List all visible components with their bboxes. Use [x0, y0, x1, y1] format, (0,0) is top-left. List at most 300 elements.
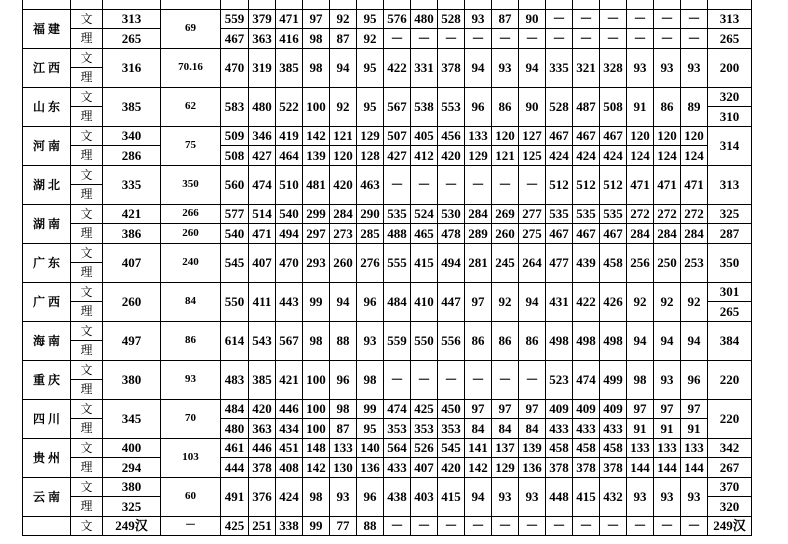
score-cell: 98 — [357, 360, 384, 399]
score-cell: 535 — [573, 204, 600, 224]
subject-type-cell: 文 — [71, 243, 103, 263]
score-cell: 281 — [465, 243, 492, 282]
score-cell — [465, 0, 492, 9]
score-cell: 84 — [161, 282, 221, 321]
score-cell: 467 — [600, 126, 627, 146]
score-cell: 419 — [276, 126, 303, 146]
score-cell: 320 — [708, 497, 752, 517]
score-cell: 407 — [411, 458, 438, 478]
score-cell: 86 — [492, 321, 519, 360]
score-cell: － — [438, 516, 465, 536]
score-cell: 530 — [438, 204, 465, 224]
score-cell: 425 — [221, 516, 249, 536]
score-cell: 478 — [438, 224, 465, 244]
score-cell: 90 — [519, 9, 546, 29]
province-cell: 海 南 — [23, 321, 71, 360]
score-cell: 84 — [465, 419, 492, 439]
score-cell: 425 — [411, 399, 438, 419]
score-cell: 483 — [221, 360, 249, 399]
score-cell: 512 — [573, 165, 600, 204]
score-cell — [681, 0, 708, 9]
score-cell: 60 — [161, 477, 221, 516]
score-cell: 97 — [681, 399, 708, 419]
score-cell: 249汉 — [708, 516, 752, 536]
score-cell: 507 — [384, 126, 411, 146]
score-cell: － — [465, 360, 492, 399]
score-cell: 95 — [357, 87, 384, 126]
score-cell: 471 — [249, 224, 276, 244]
score-cell: 100 — [303, 419, 330, 439]
score-cell: 98 — [303, 48, 330, 87]
score-cell: 94 — [627, 321, 654, 360]
score-cell: 120 — [492, 126, 519, 146]
score-cell: 480 — [221, 419, 249, 439]
score-cell: 439 — [573, 243, 600, 282]
score-cell: 86 — [492, 87, 519, 126]
subject-type-cell: 理 — [71, 263, 103, 283]
score-cell: 448 — [546, 477, 573, 516]
score-cell: 96 — [357, 477, 384, 516]
province-cell: 广 西 — [23, 282, 71, 321]
score-cell: － — [465, 516, 492, 536]
score-cell: 100 — [303, 87, 330, 126]
score-cell: 299 — [303, 204, 330, 224]
score-cell: 129 — [492, 458, 519, 478]
score-cell: 88 — [330, 321, 357, 360]
score-cell: 260 — [330, 243, 357, 282]
subject-type-cell: 理 — [71, 29, 103, 49]
score-cell: 96 — [330, 360, 357, 399]
table-row — [23, 477, 752, 497]
score-cell: 498 — [546, 321, 573, 360]
score-cell: 220 — [708, 360, 752, 399]
score-cell: 144 — [627, 458, 654, 478]
score-cell: 433 — [384, 458, 411, 478]
score-cell: 510 — [276, 165, 303, 204]
score-cell: － — [492, 360, 519, 399]
score-cell: 474 — [384, 399, 411, 419]
score-cell: 480 — [249, 87, 276, 126]
score-cell: 70.16 — [161, 48, 221, 87]
score-cell: 508 — [221, 146, 249, 166]
score-cell: 432 — [600, 477, 627, 516]
score-cell: 614 — [221, 321, 249, 360]
score-cell: 471 — [627, 165, 654, 204]
table-row — [23, 165, 752, 185]
subject-type-cell: 文 — [71, 48, 103, 68]
score-cell: － — [627, 516, 654, 536]
score-cell: 550 — [221, 282, 249, 321]
score-cell — [161, 0, 221, 9]
score-cell: 325 — [103, 497, 161, 517]
subject-type-cell: 理 — [71, 185, 103, 205]
subject-type-cell: 理 — [71, 68, 103, 88]
score-cell: 350 — [708, 243, 752, 282]
score-cell: 94 — [465, 477, 492, 516]
score-cell: 136 — [519, 458, 546, 478]
score-cell: 142 — [303, 458, 330, 478]
score-cell: 567 — [384, 87, 411, 126]
score-cell: 321 — [573, 48, 600, 87]
score-cell: 88 — [357, 516, 384, 536]
score-cell: 409 — [573, 399, 600, 419]
score-cell: 576 — [384, 9, 411, 29]
score-cell: 124 — [654, 146, 681, 166]
score-cell: 70 — [161, 399, 221, 438]
score-cell — [357, 0, 384, 9]
score-cell: 467 — [221, 29, 249, 49]
subject-type-cell: 文 — [71, 9, 103, 29]
score-cell: 100 — [303, 360, 330, 399]
score-cell: 84 — [519, 419, 546, 439]
score-cell: 272 — [627, 204, 654, 224]
score-cell: 484 — [384, 282, 411, 321]
score-cell: 380 — [103, 360, 161, 399]
score-cell: 133 — [330, 438, 357, 458]
score-cell: 200 — [708, 48, 752, 87]
score-cell: 378 — [438, 48, 465, 87]
table-row — [23, 243, 752, 263]
score-cell: － — [438, 360, 465, 399]
score-cell — [103, 0, 161, 9]
score-table-body — [23, 0, 752, 536]
score-cell: 458 — [546, 438, 573, 458]
table-row — [23, 438, 752, 458]
province-cell: 广 东 — [23, 243, 71, 282]
score-cell: 424 — [600, 146, 627, 166]
score-cell: 350 — [161, 165, 221, 204]
score-cell: 93 — [654, 48, 681, 87]
subject-type-cell: 文 — [71, 477, 103, 497]
subject-type-cell: 理 — [71, 497, 103, 517]
score-cell: 87 — [492, 9, 519, 29]
subject-type-cell: 文 — [71, 87, 103, 107]
score-cell: 93 — [681, 48, 708, 87]
subject-type-cell: 理 — [71, 146, 103, 166]
score-cell: 335 — [546, 48, 573, 87]
score-cell: 328 — [600, 48, 627, 87]
subject-type-cell: 文 — [71, 399, 103, 419]
score-cell: 99 — [303, 516, 330, 536]
score-cell: 125 — [519, 146, 546, 166]
score-cell: 559 — [221, 9, 249, 29]
score-cell: 481 — [303, 165, 330, 204]
score-cell: 93 — [492, 48, 519, 87]
score-cell: 467 — [573, 224, 600, 244]
score-cell: 121 — [492, 146, 519, 166]
score-cell: 488 — [384, 224, 411, 244]
score-cell: 325 — [708, 204, 752, 224]
score-cell: 139 — [303, 146, 330, 166]
score-cell: 98 — [303, 321, 330, 360]
score-cell: 538 — [411, 87, 438, 126]
score-cell: 470 — [221, 48, 249, 87]
score-cell: 424 — [276, 477, 303, 516]
score-cell: 384 — [708, 321, 752, 360]
score-cell: 494 — [438, 243, 465, 282]
score-cell: 427 — [384, 146, 411, 166]
score-cell: 124 — [681, 146, 708, 166]
score-cell: － — [438, 29, 465, 49]
score-cell: 405 — [411, 126, 438, 146]
score-cell: 275 — [519, 224, 546, 244]
score-cell: 410 — [411, 282, 438, 321]
score-cell: 409 — [600, 399, 627, 419]
score-cell: 93 — [330, 477, 357, 516]
subject-type-cell: 理 — [71, 458, 103, 478]
score-cell: － — [654, 516, 681, 536]
score-cell — [276, 0, 303, 9]
score-cell: 93 — [654, 360, 681, 399]
score-cell: 251 — [249, 516, 276, 536]
score-cell: － — [411, 29, 438, 49]
score-cell: 97 — [303, 9, 330, 29]
score-cell: 535 — [546, 204, 573, 224]
score-cell: 498 — [573, 321, 600, 360]
score-cell: 403 — [411, 477, 438, 516]
score-cell: 86 — [519, 321, 546, 360]
score-cell: － — [546, 9, 573, 29]
score-cell: 75 — [161, 126, 221, 165]
score-cell: 96 — [357, 282, 384, 321]
score-table — [22, 0, 752, 536]
score-cell: 543 — [249, 321, 276, 360]
score-cell: 420 — [438, 146, 465, 166]
score-cell: － — [681, 516, 708, 536]
score-cell: 420 — [330, 165, 357, 204]
score-cell: 86 — [161, 321, 221, 360]
score-cell: 524 — [411, 204, 438, 224]
score-cell: 494 — [276, 224, 303, 244]
score-cell: 378 — [546, 458, 573, 478]
score-cell: － — [627, 9, 654, 29]
score-cell: 512 — [600, 165, 627, 204]
score-cell: 514 — [249, 204, 276, 224]
score-cell: 100 — [303, 399, 330, 419]
score-cell: 411 — [249, 282, 276, 321]
score-cell: 320 — [708, 87, 752, 107]
province-cell: 云 南 — [23, 477, 71, 516]
score-cell — [627, 0, 654, 9]
score-cell: 444 — [221, 458, 249, 478]
score-cell: 508 — [600, 87, 627, 126]
table-row — [23, 126, 752, 146]
subject-type-cell: 文 — [71, 282, 103, 302]
score-cell: 144 — [681, 458, 708, 478]
table-row — [23, 399, 752, 419]
score-cell — [384, 0, 411, 9]
score-cell: 142 — [303, 126, 330, 146]
score-cell: 84 — [492, 419, 519, 439]
score-cell: 526 — [411, 438, 438, 458]
score-cell: 127 — [519, 126, 546, 146]
subject-type-cell: 文 — [71, 516, 103, 536]
score-cell: － — [492, 29, 519, 49]
subject-type-cell: 理 — [71, 380, 103, 400]
score-cell: 438 — [384, 477, 411, 516]
score-cell: 353 — [384, 419, 411, 439]
score-cell: 93 — [627, 477, 654, 516]
score-cell: 447 — [438, 282, 465, 321]
score-cell: 363 — [249, 29, 276, 49]
score-cell: 260 — [492, 224, 519, 244]
score-cell: － — [681, 9, 708, 29]
score-cell: － — [573, 9, 600, 29]
score-cell: 465 — [411, 224, 438, 244]
table-row — [23, 9, 752, 29]
table-row — [23, 458, 752, 478]
score-cell: 446 — [249, 438, 276, 458]
score-cell: 509 — [221, 126, 249, 146]
score-cell: 91 — [654, 419, 681, 439]
score-cell: 92 — [627, 282, 654, 321]
score-cell: 484 — [221, 399, 249, 419]
score-cell: 451 — [276, 438, 303, 458]
score-cell: 284 — [330, 204, 357, 224]
score-cell: 443 — [276, 282, 303, 321]
score-cell: 564 — [384, 438, 411, 458]
score-cell: － — [492, 516, 519, 536]
score-cell: 286 — [103, 146, 161, 166]
score-cell — [438, 0, 465, 9]
score-cell: 99 — [303, 282, 330, 321]
score-cell: 421 — [103, 204, 161, 224]
score-cell: 93 — [519, 477, 546, 516]
score-cell: 97 — [627, 399, 654, 419]
score-cell: 464 — [276, 146, 303, 166]
table-row — [23, 0, 752, 9]
score-cell: 265 — [708, 29, 752, 49]
score-cell — [330, 0, 357, 9]
score-cell: 276 — [357, 243, 384, 282]
score-cell: 467 — [546, 224, 573, 244]
score-cell: － — [384, 360, 411, 399]
score-cell: 92 — [330, 9, 357, 29]
score-cell: 133 — [627, 438, 654, 458]
score-cell: 559 — [384, 321, 411, 360]
subject-type-cell: 理 — [71, 107, 103, 127]
score-cell: 458 — [573, 438, 600, 458]
score-cell: 461 — [221, 438, 249, 458]
score-cell: 431 — [546, 282, 573, 321]
score-cell: 140 — [357, 438, 384, 458]
score-cell: 91 — [627, 419, 654, 439]
score-cell: 535 — [384, 204, 411, 224]
score-cell: 128 — [357, 146, 384, 166]
score-cell: 331 — [411, 48, 438, 87]
score-cell: 121 — [330, 126, 357, 146]
score-cell: 93 — [681, 477, 708, 516]
subject-type-cell: 文 — [71, 165, 103, 185]
score-cell: 141 — [465, 438, 492, 458]
province-cell: 湖 北 — [23, 165, 71, 204]
score-cell: 285 — [357, 224, 384, 244]
score-cell: 474 — [249, 165, 276, 204]
score-cell: － — [438, 165, 465, 204]
score-cell: 91 — [681, 419, 708, 439]
score-cell: 266 — [161, 204, 221, 224]
score-cell: 133 — [465, 126, 492, 146]
score-cell: 142 — [465, 458, 492, 478]
score-cell: 87 — [330, 29, 357, 49]
score-cell: 474 — [573, 360, 600, 399]
score-cell: － — [600, 29, 627, 49]
score-cell: 139 — [519, 438, 546, 458]
score-cell: 456 — [438, 126, 465, 146]
table-row — [23, 516, 752, 536]
score-cell: 415 — [411, 243, 438, 282]
score-cell: 345 — [103, 399, 161, 438]
score-cell: 313 — [708, 9, 752, 29]
score-cell: 98 — [303, 477, 330, 516]
score-cell: 400 — [103, 438, 161, 458]
score-cell: 136 — [357, 458, 384, 478]
score-cell: 316 — [103, 48, 161, 87]
score-cell: 471 — [654, 165, 681, 204]
province-cell: 江 西 — [23, 48, 71, 87]
score-cell: 523 — [546, 360, 573, 399]
score-cell — [249, 0, 276, 9]
score-cell: 434 — [276, 419, 303, 439]
score-cell: 540 — [276, 204, 303, 224]
score-cell: 416 — [276, 29, 303, 49]
score-cell: 284 — [654, 224, 681, 244]
table-row — [23, 87, 752, 107]
score-cell: 487 — [573, 87, 600, 126]
score-cell: 77 — [330, 516, 357, 536]
score-cell: 95 — [357, 9, 384, 29]
score-cell: 97 — [519, 399, 546, 419]
score-cell: － — [161, 516, 221, 536]
score-cell: 92 — [654, 282, 681, 321]
score-cell: 378 — [249, 458, 276, 478]
province-cell: 福 建 — [23, 9, 71, 48]
score-cell: 376 — [249, 477, 276, 516]
score-cell: 433 — [600, 419, 627, 439]
score-cell: － — [654, 9, 681, 29]
score-cell: 313 — [103, 9, 161, 29]
score-cell: 133 — [654, 438, 681, 458]
subject-type-cell: 理 — [71, 224, 103, 244]
score-cell: 284 — [681, 224, 708, 244]
score-cell: 124 — [627, 146, 654, 166]
score-cell: 420 — [249, 399, 276, 419]
score-cell: 458 — [600, 438, 627, 458]
score-cell: 93 — [465, 9, 492, 29]
score-cell: － — [546, 29, 573, 49]
province-cell: 山 东 — [23, 87, 71, 126]
score-cell: 97 — [492, 399, 519, 419]
province-cell: 湖 南 — [23, 204, 71, 243]
table-row — [23, 204, 752, 224]
score-cell: 137 — [492, 438, 519, 458]
score-cell: － — [654, 29, 681, 49]
score-cell: 120 — [627, 126, 654, 146]
score-cell: 378 — [600, 458, 627, 478]
score-cell: 319 — [249, 48, 276, 87]
score-cell: 249汉 — [103, 516, 161, 536]
score-cell: 95 — [357, 419, 384, 439]
table-row — [23, 224, 752, 244]
score-cell: 446 — [276, 399, 303, 419]
score-cell: 253 — [681, 243, 708, 282]
score-cell: 422 — [384, 48, 411, 87]
province-cell: 贵 州 — [23, 438, 71, 477]
score-cell: 220 — [708, 399, 752, 438]
subject-type-cell — [71, 0, 103, 9]
score-cell: － — [384, 165, 411, 204]
score-cell: 567 — [276, 321, 303, 360]
